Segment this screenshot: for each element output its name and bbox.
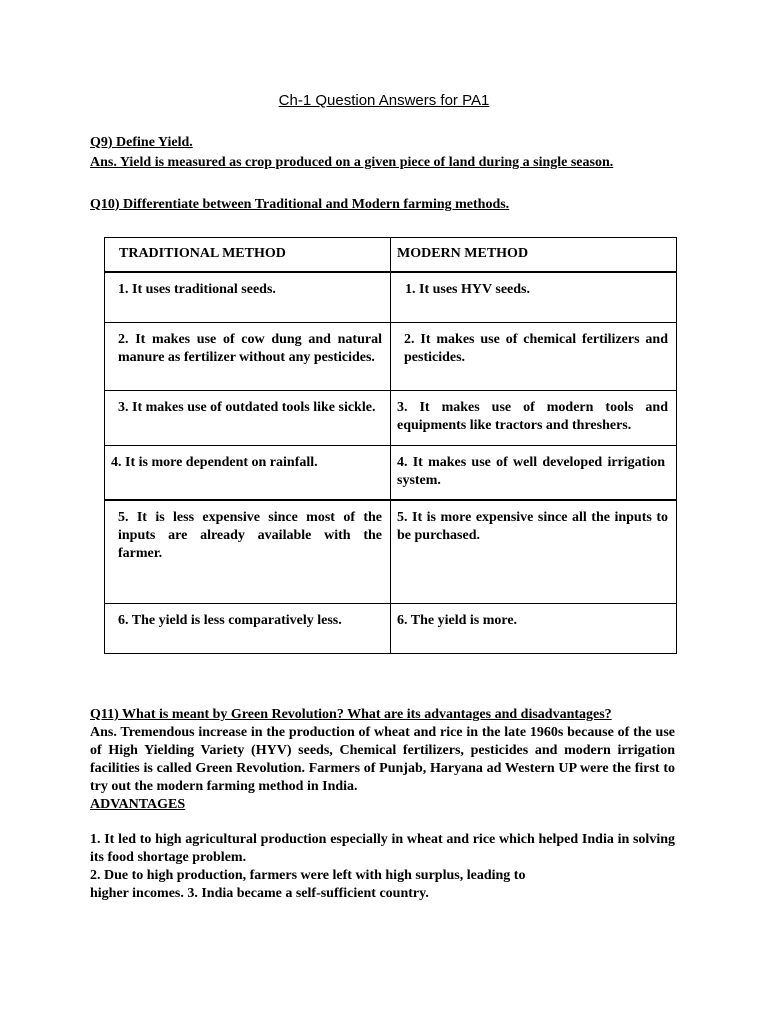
- comparison-table: [104, 237, 677, 654]
- advantage-item: 2. Due to high production, farmers were left with high surplus, leading to: [90, 868, 526, 883]
- table-cell-traditional: 2. It makes use of cow dung and natural manure as fertilizer without any pesticides.: [105, 322, 391, 390]
- column-header-modern: MODERN METHOD: [391, 238, 677, 273]
- table-header-row: [105, 238, 677, 273]
- column-header-traditional: TRADITIONAL METHOD: [105, 238, 391, 273]
- q9-question: Q9) Define Yield.: [90, 135, 193, 150]
- table-cell-traditional: 6. The yield is less comparatively less.: [105, 603, 391, 653]
- table-cell-traditional: 4. It is more dependent on rainfall.: [105, 445, 391, 500]
- table-cell-traditional: 5. It is less expensive since most of the inputs are already available with the farmer.: [105, 500, 391, 603]
- advantage-item: 1. It led to high agricultural production especially in wheat and rice which helped India in solving its food shortage problem.: [90, 832, 675, 865]
- table-cell-modern: 2. It makes use of chemical fertilizers and pesticides.: [391, 322, 677, 390]
- advantage-item: higher incomes. 3. India became a self-sufficient country.: [90, 886, 429, 901]
- table-row: [105, 603, 677, 653]
- table-cell-modern: 1. It uses HYV seeds.: [391, 272, 677, 322]
- table-cell-modern: 5. It is more expensive since all the inputs to be purchased.: [391, 500, 677, 603]
- q9-answer: Ans. Yield is measured as crop produced on a given piece of land during a single season.: [90, 155, 614, 170]
- table-cell-traditional: 1. It uses traditional seeds.: [105, 272, 391, 322]
- table-row: [105, 445, 677, 500]
- q10-question: Q10) Differentiate between Traditional and Modern farming methods.: [90, 197, 510, 212]
- table-row: [105, 272, 677, 322]
- table-row: [105, 500, 677, 603]
- table-cell-modern: 4. It makes use of well developed irrigation system.: [391, 445, 677, 500]
- q11-answer: Ans. Tremendous increase in the production of wheat and rice in the late 1960s because of the use of High Yielding Variety (HYV) seeds, Chemical fertilizers, pesticides and modern irrigation facilities is called Green Revolution. Farmers of Punjab, Haryana ad Western UP were the first to try out the modern farming method in India.: [90, 725, 675, 794]
- table-cell-modern: 3. It makes use of modern tools and equipments like tractors and threshers.: [391, 390, 677, 445]
- table-cell-traditional: 3. It makes use of outdated tools like sickle.: [105, 390, 391, 445]
- page-title: Ch-1 Question Answers for PA1: [278, 92, 490, 109]
- advantages-heading: ADVANTAGES: [90, 797, 186, 812]
- table-row: [105, 390, 677, 445]
- table-cell-modern: 6. The yield is more.: [391, 603, 677, 653]
- q11-section: [90, 706, 675, 903]
- table-row: [105, 322, 677, 390]
- q11-question: Q11) What is meant by Green Revolution? What are its advantages and disadvantages?: [90, 707, 612, 722]
